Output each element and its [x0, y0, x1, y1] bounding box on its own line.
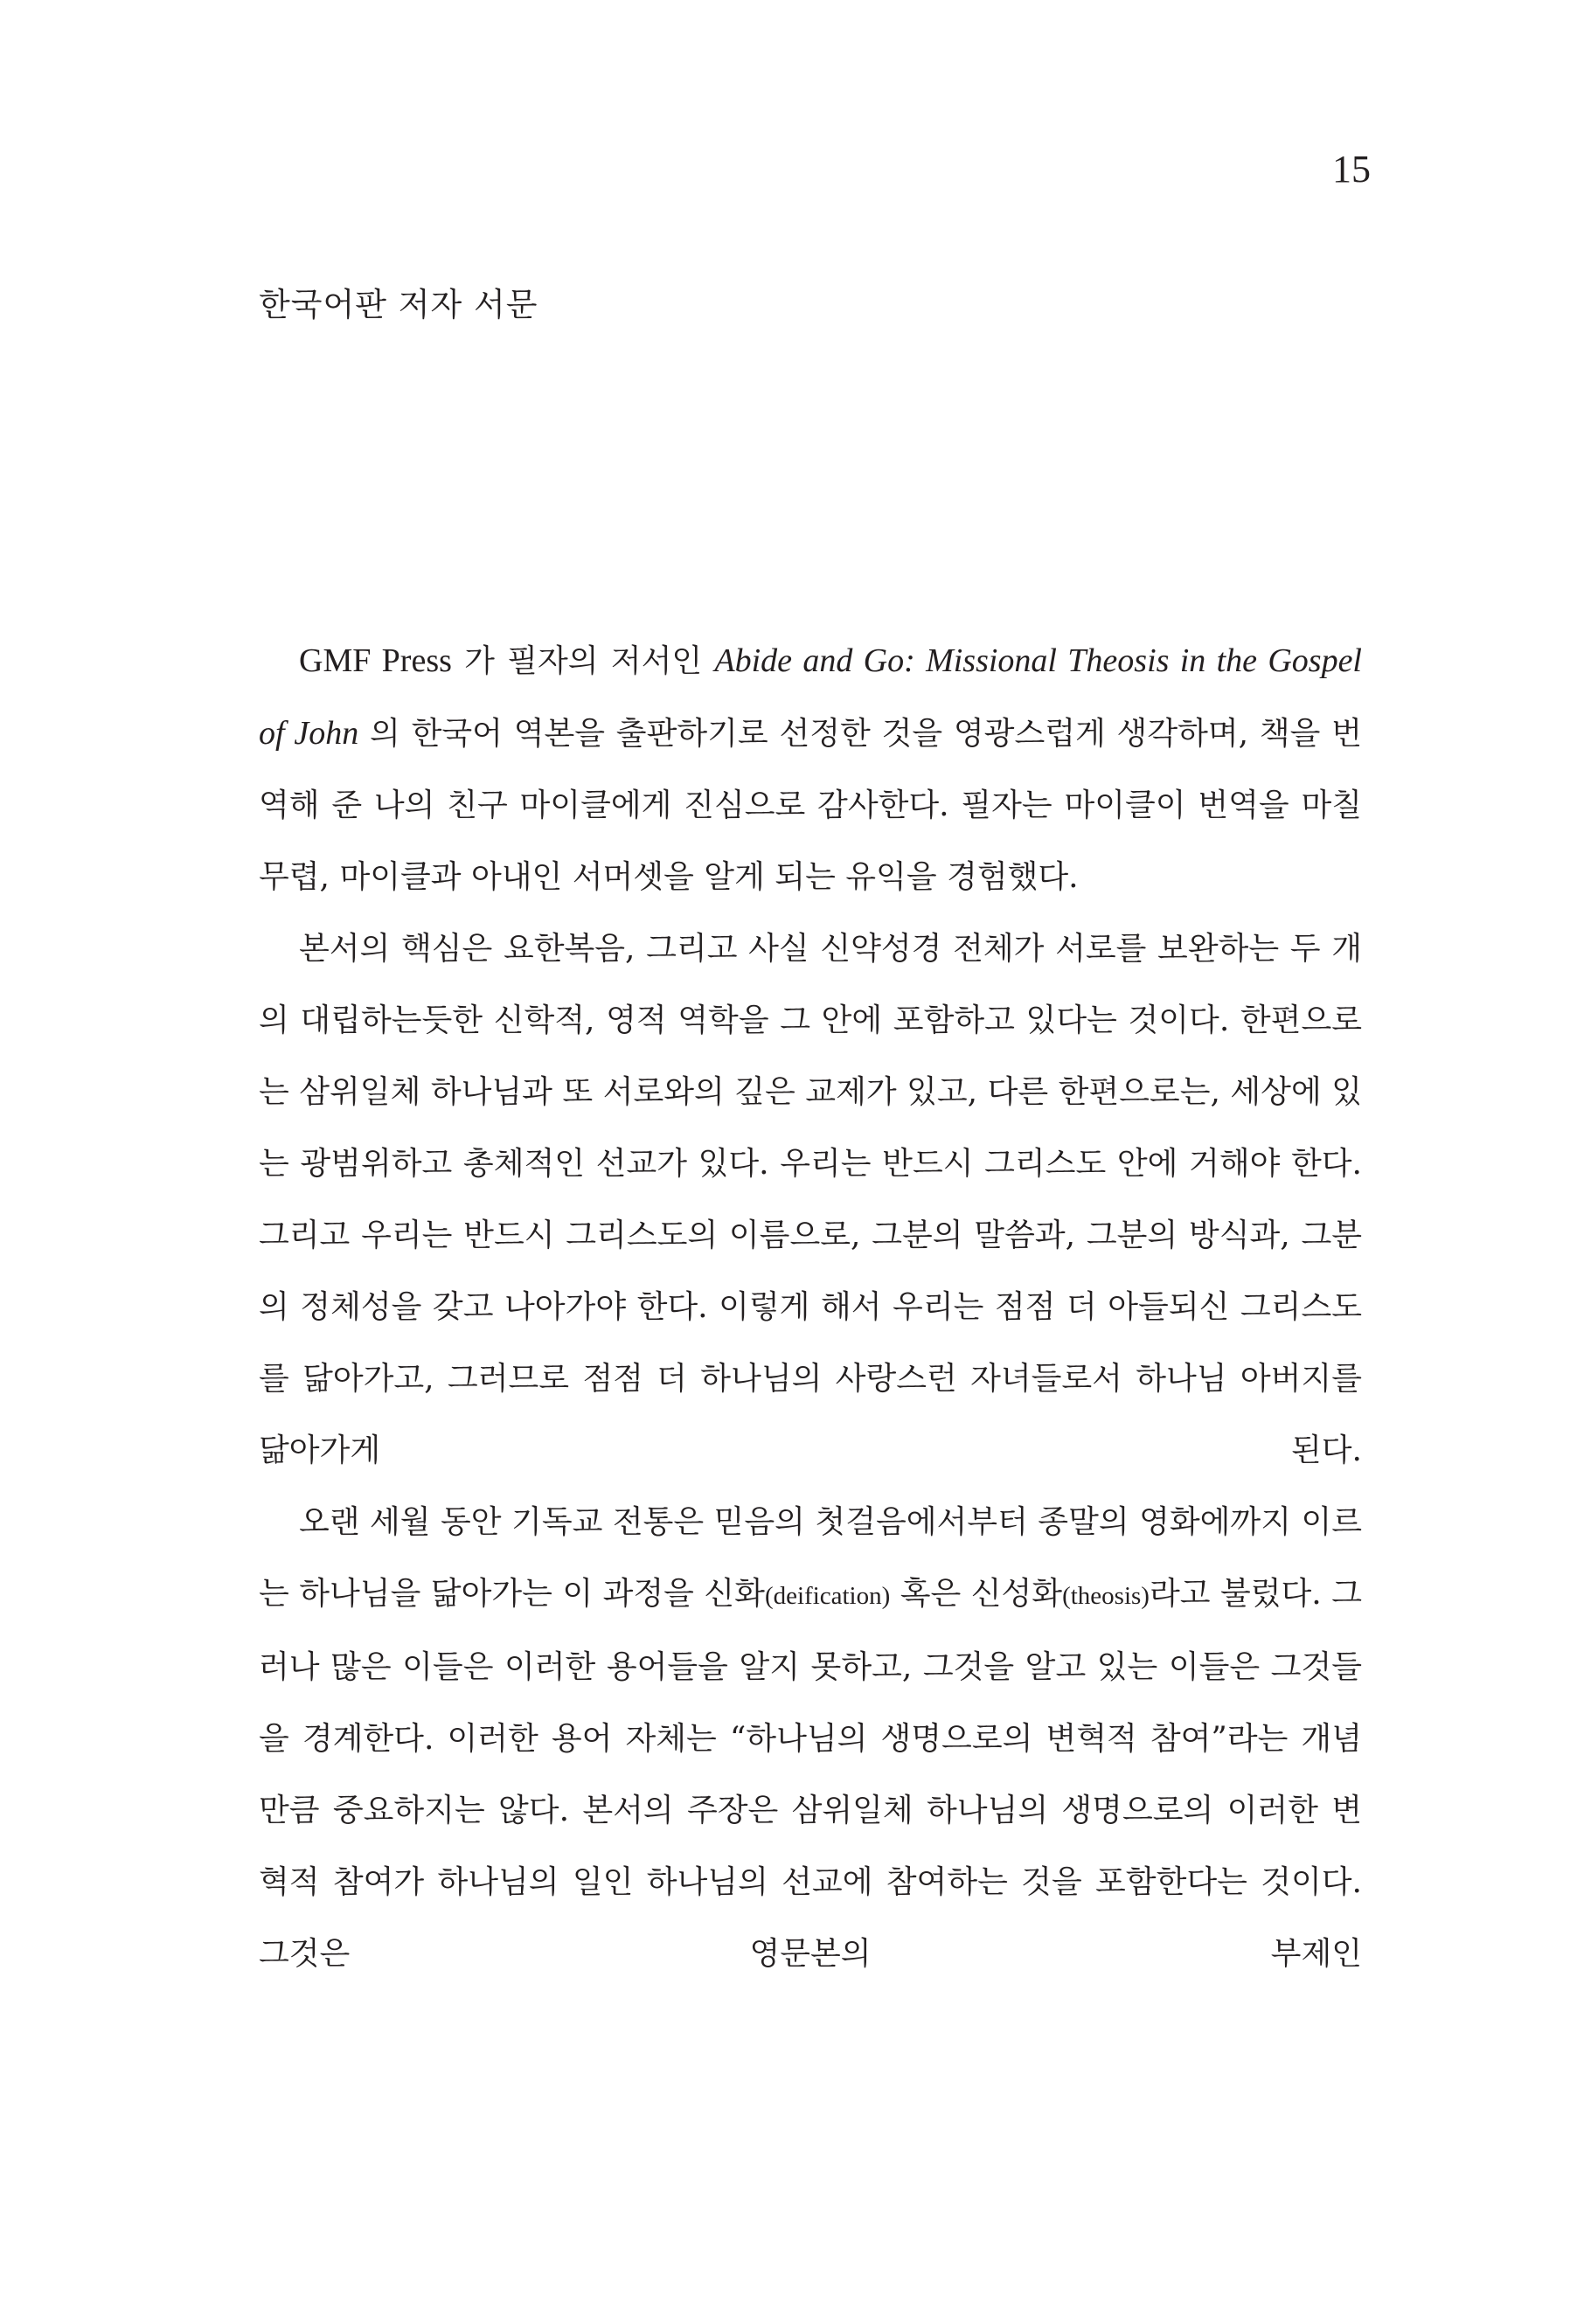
- text-segment: 혹은 신성화: [890, 1576, 1063, 1612]
- text-segment: 의 한국어 역본을 출판하기로 선정한 것을 영광스럽게 생각하며, 책을 번역해 준 나의 친구 마이클에게 진심으로 감사한다. 필자는 마이클이 번역을 마칠 무렵, 마이클과 아내인 서머셋을 알게 되는 유익을 경험했다.: [259, 716, 1362, 895]
- running-title: 한국어판 저자 서문: [259, 286, 538, 323]
- page-number: 15: [1332, 148, 1371, 191]
- text-segment: 본서의 핵심은 요한복음, 그리고 사실 신약성경 전체가 서로를 보완하는 두 개의 대립하는듯한 신학적, 영적 역학을 그 안에 포함하고 있다는 것이다. 한편으로는 삼위일체 하나님과 또 서로와의 깊은 교제가 있고, 다른 한편으로는, 세상에 있는 광범위하고 총체적인 선교가 있다. 우리는 반드시 그리스도 안에 거해야 한다. 그리고 우리는 반드시 그리스도의 이름으로, 그분의 말씀과, 그분의 방식과, 그분의 정체성을 갖고 나아가야 한다. 이렇게 해서 우리는 점점 더 아들되신 그리스도를 닮아가고, 그러므로 점점 더 하나님의 사랑스런 자녀들로서 하나님 아버지를 닮아가게 된다.: [259, 931, 1362, 1468]
- paragraph: [259, 625, 1362, 913]
- paragraph: [259, 1487, 1362, 1990]
- book-title: Abide and Go: Missional Theosis in the Gospel of John: [259, 642, 1362, 752]
- gloss-term: (theosis): [1062, 1582, 1150, 1610]
- text-segment: 라고 불렀다. 그러나 많은 이들은 이러한 용어들을 알지 못하고, 그것을 알고 있는 이들은 그것들을 경계한다. 이러한 용어 자체는 “하나님의 생명으로의 변혁적 참여”라는 개념만큼 중요하지는 않다. 본서의 주장은 삼위일체 하나님의 생명으로의 이러한 변혁적 참여가 하나님의 일인 하나님의 선교에 참여하는 것을 포함한다는 것이다. 그것은 영문본의 부제인: [259, 1576, 1362, 1972]
- gloss-term: (deification): [764, 1582, 891, 1610]
- body-text: [259, 625, 1362, 1990]
- text-segment: 오랜 세월 동안 기독교 전통은 믿음의 첫걸음에서부터 종말의 영화에까지 이르는 하나님을 닮아가는 이 과정을 신화: [259, 1504, 1362, 1612]
- text-segment: 가 필자의 저서인: [451, 643, 715, 679]
- publisher-name: GMF Press: [299, 642, 452, 679]
- paragraph: [259, 913, 1362, 1487]
